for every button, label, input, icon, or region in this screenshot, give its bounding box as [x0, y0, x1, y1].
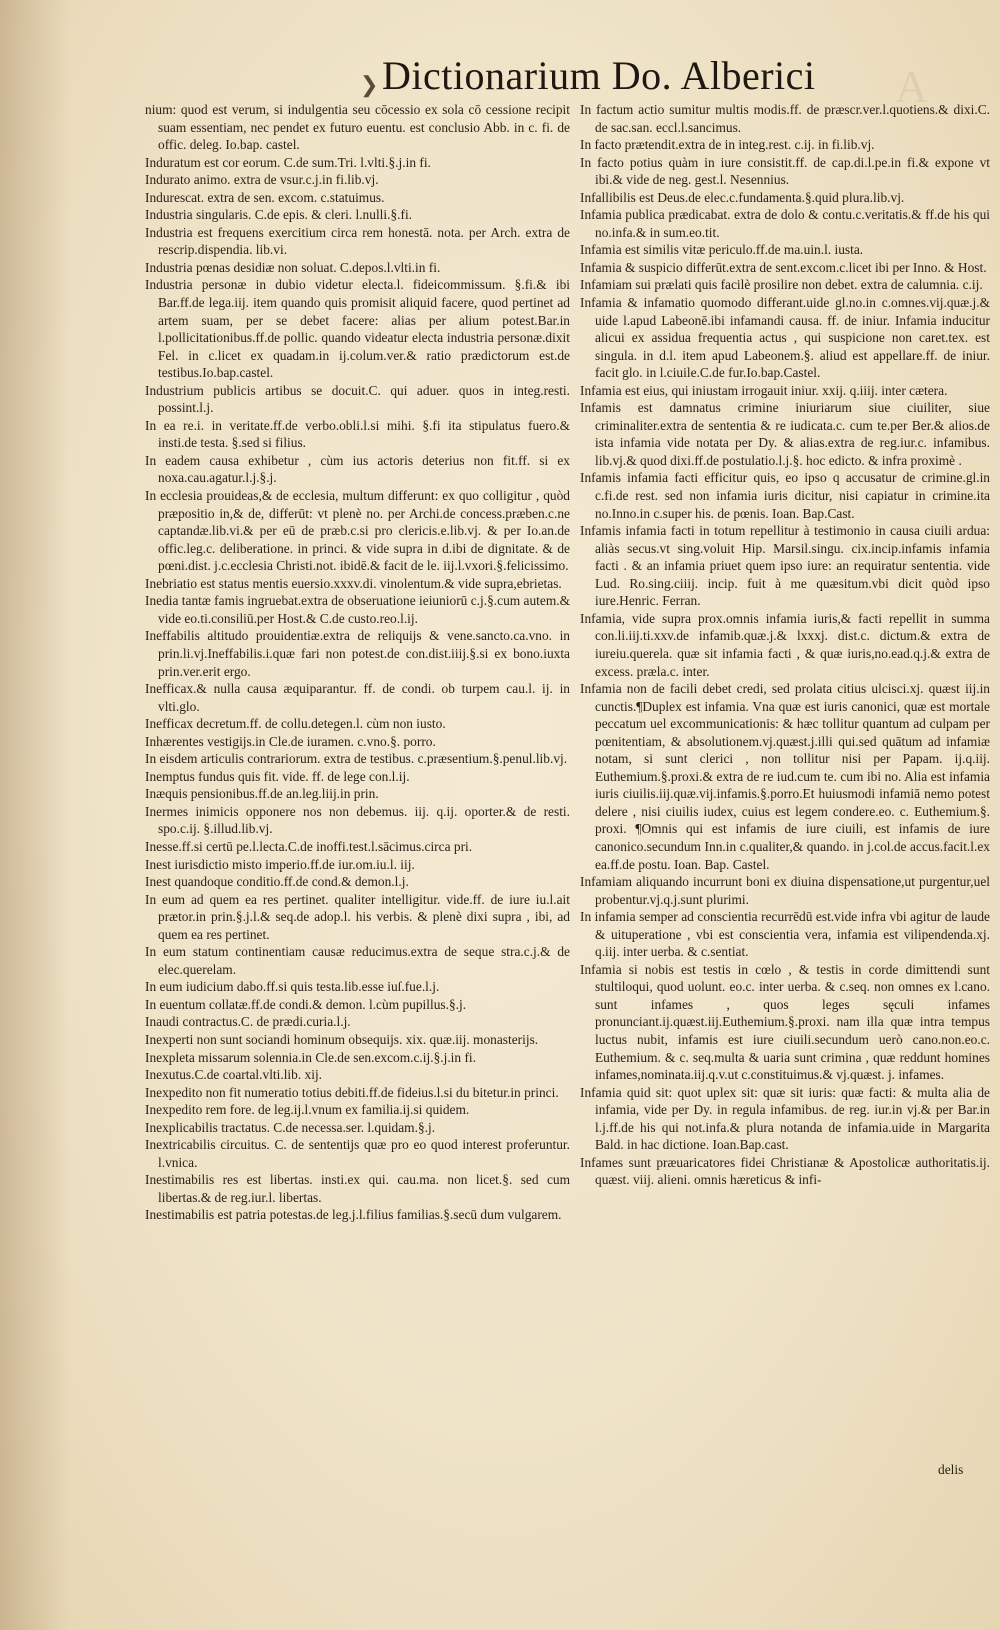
- dictionary-entry: Inextricabilis circuitus. C. de sententijs quæ pro eo quod interest proferuntur. l.vnica.: [145, 1137, 570, 1170]
- dictionary-entry: In ecclesia prouideas,& de ecclesia, multum differunt: ex quo colligitur , quòd præpositio in,& de, differūt: vt plenè no. per Archi.de concess.præben.c.ne captandæ.lib.vi.& per eū de præb.c.si pro clericis.e.lib.vj. & per Io.an.de offic.leg.c. deliberatione. in princi. & vide supra in d.ibi de dignitate. & de pœni.dist. j.c.ecclesia Christi.not. ibidē.& facit de le. iij.l.vxori.§.felicissimo.: [145, 488, 570, 574]
- dictionary-entry: nium: quod est verum, si indulgentia seu cōcessio ex sola cō cessione recipit suam essentiam, nec pendet ex futuro euentu. est conclusio Abb. in c. fi. de offic. deleg. Io.bap. castel.: [145, 102, 570, 153]
- dictionary-entry: Infamia non de facili debet credi, sed prolata citius ulcisci.xj. quæst iij.in cunctis.¶Duplex est infamia. Vna quæ est iuris canonici, quæ est mortale peccatum uel excommunicationis: & hæc tollitur quantum ad culpam per pœnitentiam, & absolutionem.vj.quæst.j.illi qui.sed quātum ad infamiæ notam, si sunt clerici , non tollitur nisi per Papam. ij.q.iij. Euthemium.§.proxi.& extra de re iud.cum te. cum ibi no. Alia est infamia iuris ciuilis.iij.quæ.vij.infamis.§.porro.Et huiusmodi infamiā nemo potest delere , nisi ciuilis iudex, cuius est legem condere.eo. c. Euthemium.§. proxi. ¶Omnis qui est infamis de iure ciuili, est infamis de iure canonico.secundum Inn.in c.qualiter,& quando. in j.col.de accus.facit.l.ex ea.ff.de postu. Ioan. Bap. Castel.: [580, 681, 990, 872]
- dictionary-entry: Infamis est damnatus crimine iniuriarum siue ciuiliter, siue criminaliter.extra de sententia & re iudicata.c. cum te.per Ber.& alios.de ista infamia vide notata per Dy. & alias.extra de reg.iur.c. infamibus. lib.vj.& quod dixi.ff.de postulatio.l.j.§. hoc edicto. & infra proximè .: [580, 400, 990, 468]
- dictionary-entry: Infamiam sui prælati quis facilè prosilire non debet. extra de calumnia. c.ij.: [580, 277, 983, 293]
- dictionary-entry: Inestimabilis est patria potestas.de leg.j.l.filius familias.§.secū dum vulgarem.: [145, 1207, 562, 1223]
- page-header: [360, 52, 820, 104]
- dictionary-entry: Infamia est eius, qui iniustam irrogauit iniur. xxij. q.iiij. inter cætera.: [580, 382, 948, 398]
- binding-shadow: [0, 0, 70, 1630]
- dictionary-entry: Infamia, vide supra prox.omnis infamia iuris,& facti repellit in summa con.li.iij.ti.xxv.de infamib.quæ.j.& lxxxj. dist.c. dictum.& extra de iureiu.querela. quæ sit infamia facti , & quæ iuris,no.ead.q.j.& extra de excess. præla.c. inter.: [580, 610, 990, 679]
- dictionary-entry: In facto potius quàm in iure consistit.ff. de cap.di.l.pe.in fi.& expone vt ibi.& vide de neg. gest.l. Nesennius.: [580, 154, 990, 188]
- dictionary-entry: Infamia si nobis est testis in cœlo , & testis in corde dimittendi sunt stultiloqui, quod uolunt. eo.c. inter uerba. & c.seq. non omnes ex l.cano. sunt infames , quos leges sęculi infames pronunciant.ij.quæst.iij.Euthemium.§.proxi. nam illa quæ intra tempus luctus nubit, infamis est iure ciuili.secundum uerò cano.non.eo.c. Euthemium. & c. seq.multa & uaria sunt crimina , quæ reddunt homines infames,nominata.iij.q.v.ut c.constituimus.& vj.quæst. j. infames.: [580, 961, 990, 1083]
- dictionary-entry: Inefficax decretum.ff. de collu.detegen.l. cùm non iusto.: [145, 716, 446, 732]
- dictionary-entry: Inemptus fundus quis fit. vide. ff. de lege con.l.ij.: [145, 768, 410, 784]
- dictionary-entry: Inexpedito non fit numeratio totius debiti.ff.de fideius.l.si du bitetur.in princi.: [145, 1084, 559, 1100]
- dictionary-entry: Industria personæ in dubio videtur electa.l. fideicommissum. §.fi.& ibi Bar.ff.de lega.iij. item quando quis promisit aliquid facere, quod pertinet ad artem suam, per se debet facere: alias per alium potest.Bar.in l.pollicitationibus.ff.de pollic. quando videatur electa industria personæ.dixit Fel. in c.licet ex quadam.in ij.colum.ver.& ratio prædictorum est.de testibus.Io.bap.castel.: [145, 277, 570, 381]
- dictionary-entry: Infamis infamia facti efficitur quis, eo ipso q accusatur de crimine.gl.in c.fi.de rest. sed non infamia iuris dicitur, nisi capiatur in crimine.ita no.Inno.in c.super his. de pœnis. Ioan. Bap.Cast.: [580, 470, 990, 521]
- show-through-mark: A: [895, 61, 929, 112]
- dictionary-entry: Industrium publicis artibus se docuit.C. qui aduer. quos in integ.resti. possint.l.j.: [145, 382, 570, 416]
- dictionary-entry: In infamia semper ad conscientia recurrēdū est.vide infra vbi agitur de laude & uituperatione , vbi est conscientia vera, infamia est vilipendenda.xj. q.iij. inter uerba. & c.sentiat.: [580, 909, 990, 960]
- dictionary-entry: Infamis infamia facti in totum repellitur à testimonio in causa ciuili ardua: aliàs secus.vt sing.voluit Hip. Marsil.singu. cix.incip.infamis infamia facti . & an infamia priuet quem ipso iure: an requiratur sententia. vide Lud. Ro.sing.ciiij. incip. fuit à me quæsitum.vbi dicit quòd ipso iure.Henric. Ferran.: [580, 523, 990, 609]
- dictionary-entry: Inermes inimicis opponere nos non debemus. iij. q.ij. oporter.& de resti. spo.c.ij. §.illud.lib.vj.: [145, 803, 570, 837]
- left-column: [145, 101, 570, 1224]
- dictionary-entry: Industria est frequens exercitium circa rem honestā. nota. per Arch. extra de rescrip.dispendia. lib.vi.: [145, 224, 570, 258]
- dictionary-entry: Ineffabilis altitudo prouidentiæ.extra de reliquijs & vene.sancto.ca.vno. in prin.li.vj.Ineffabilis.i.quæ fari non potest.de con.dist.iiij.§.si ex bono.iuxta prin.ver.erit ergo.: [145, 628, 570, 679]
- dictionary-entry: Indurescat. extra de sen. excom. c.statuimus.: [145, 189, 385, 205]
- dictionary-entry: Infamia & infamatio quomodo differant.uide gl.no.in c.omnes.vij.quæ.j.& uide l.apud Labeonē.ibi infamandi causa. ff. de iniur. Infamia inducitur alicui ex assidua frequentia actus , qui suspicione non caret.tex. est singula. in d.l. item apud Labeonem.§. aliud est appellare.ff. de iniur. facit glo. in l.ciuile.C.de fur.Io.bap.Castel.: [580, 295, 990, 381]
- header-ornament-icon: ❯: [360, 72, 379, 97]
- dictionary-entry: Induratum est cor eorum. C.de sum.Tri. l.vlti.§.j.in fi.: [145, 154, 431, 170]
- dictionary-entry: Infames sunt præuaricatores fidei Christianæ & Apostolicæ authoritatis.ij. quæst. viij. alieni. omnis hæreticus & infi-: [580, 1154, 990, 1188]
- dictionary-entry: In eum iudicium dabo.ff.si quis testa.lib.esse iuſ.fue.l.j.: [145, 979, 440, 995]
- catchword: delis: [938, 1462, 964, 1477]
- dictionary-entry: Inest iurisdictio misto imperio.ff.de iur.om.iu.l. iij.: [145, 856, 415, 872]
- dictionary-entry: Inaudi contractus.C. de prædi.curia.l.j.: [145, 1014, 351, 1030]
- dictionary-entry: Inhærentes vestigijs.in Cle.de iuramen. c.vno.§. porro.: [145, 733, 436, 749]
- dictionary-entry: Infamiam aliquando incurrunt boni ex diuina dispensatione,ut purgentur,uel probentur.vj.q.j.sunt plurimi.: [580, 874, 990, 907]
- dictionary-entry: In euentum collatæ.ff.de condi.& demon. l.cùm pupillus.§.j.: [145, 996, 467, 1012]
- dictionary-entry: Inedia tantæ famis ingruebat.extra de obseruatione ieiuniorū c.j.§.cum autem.& vide eo.ti.consiliū.per Host.& C.de custo.reo.l.ij.: [145, 593, 571, 626]
- dictionary-entry: Inæquis pensionibus.ff.de an.leg.liij.in prin.: [145, 786, 379, 802]
- dictionary-entry: In eadem causa exhibetur , cùm ius actoris deterius non fit.ff. si ex noxa.cau.agatur.l.j.§.j.: [145, 452, 570, 486]
- dictionary-entry: Infamia publica prædicabat. extra de dolo & contu.c.veritatis.& ff.de his qui no.infa.& in sum.eo.tit.: [580, 207, 990, 240]
- running-head: Dictionarium Do. Alberici: [382, 53, 816, 98]
- dictionary-entry: Infamia quid sit: quot uplex sit: quæ sit iuris: quæ facti: & multa alia de infamia, vide per Dy. in regula infamibus. de reg. iur.in vj.& per Bar.in l.j.ff.de his qui not.infa.& plura notanda de infamia.uide in Margarita Bald. in hac dictione. Ioan.Bap.cast.: [580, 1084, 990, 1153]
- dictionary-entry: In ea re.i. in veritate.ff.de verbo.obli.l.si mihi. §.fi ita stipulatus fuero.& insti.de testa. §.sed si filius.: [145, 417, 570, 451]
- dictionary-entry: Inexpleta missarum solennia.in Cle.de sen.excom.c.ij.§.j.in fi.: [145, 1049, 476, 1065]
- dictionary-entry: Inexplicabilis tractatus. C.de necessa.ser. l.quidam.§.j.: [145, 1119, 436, 1135]
- dictionary-entry: In eum ad quem ea res pertinet. qualiter intelligitur. vide.ff. de iure iu.l.ait prætor.in prin.§.j.l.& seq.de adop.l. his verbis. & plenè dixi supra , ibi, ad quem ea res pertinet.: [145, 891, 570, 942]
- dictionary-entry: Industria singularis. C.de epis. & cleri. l.nulli.§.fi.: [145, 207, 413, 223]
- dictionary-entry: In eisdem articulis contrariorum. extra de testibus. c.præsentium.§.penul.lib.vj.: [145, 751, 568, 767]
- dictionary-entry: Inexperti non sunt sociandi hominum obsequijs. xix. quæ.iij. monasterijs.: [145, 1031, 539, 1047]
- dictionary-entry: Inebriatio est status mentis euersio.xxxv.di. vinolentum.& vide supra,ebrietas.: [145, 575, 562, 591]
- dictionary-entry: In eum statum continentiam causæ reducimus.extra de seque stra.c.j.& de elec.querelam.: [145, 944, 570, 977]
- dictionary-entry: Inexutus.C.de coartal.vlti.lib. xij.: [145, 1067, 323, 1083]
- dictionary-entry: Inest quandoque conditio.ff.de cond.& demon.l.j.: [145, 874, 409, 890]
- dictionary-entry: Industria pœnas desidiæ non soluat. C.depos.l.vlti.in fi.: [145, 259, 441, 275]
- right-column: [580, 101, 990, 1189]
- dictionary-entry: Infamia est similis vitæ periculo.ff.de ma.uin.l. iusta.: [580, 242, 864, 258]
- dictionary-entry: Inesse.ff.si certū pe.l.lecta.C.de inoffi.test.l.sācimus.circa pri.: [145, 838, 473, 854]
- dictionary-entry: In factum actio sumitur multis modis.ff. de præscr.ver.l.quotiens.& dixi.C. de sac.san. eccl.l.sancimus.: [580, 102, 990, 135]
- dictionary-entry: Infallibilis est Deus.de elec.c.fundamenta.§.quid plura.lib.vj.: [580, 189, 905, 205]
- dictionary-entry: Inexpedito rem fore. de leg.ij.l.vnum ex familia.ij.si quidem.: [145, 1102, 470, 1118]
- dictionary-entry: Infamia & suspicio differūt.extra de sent.excom.c.licet ibi per Inno. & Host.: [580, 259, 987, 275]
- dictionary-entry: Inestimabilis res est libertas. insti.ex qui. cau.ma. non licet.§. sed cum libertas.& de reg.iur.l. libertas.: [145, 1172, 570, 1205]
- dictionary-entry: Indurato animo. extra de vsur.c.j.in fi.lib.vj.: [145, 172, 379, 188]
- dictionary-entry: In facto prætendit.extra de in integ.rest. c.ij. in fi.lib.vj.: [580, 137, 875, 153]
- dictionary-entry: Inefficax.& nulla causa æquiparantur. ff. de condi. ob turpem cau.l. ij. in vlti.glo.: [145, 681, 570, 714]
